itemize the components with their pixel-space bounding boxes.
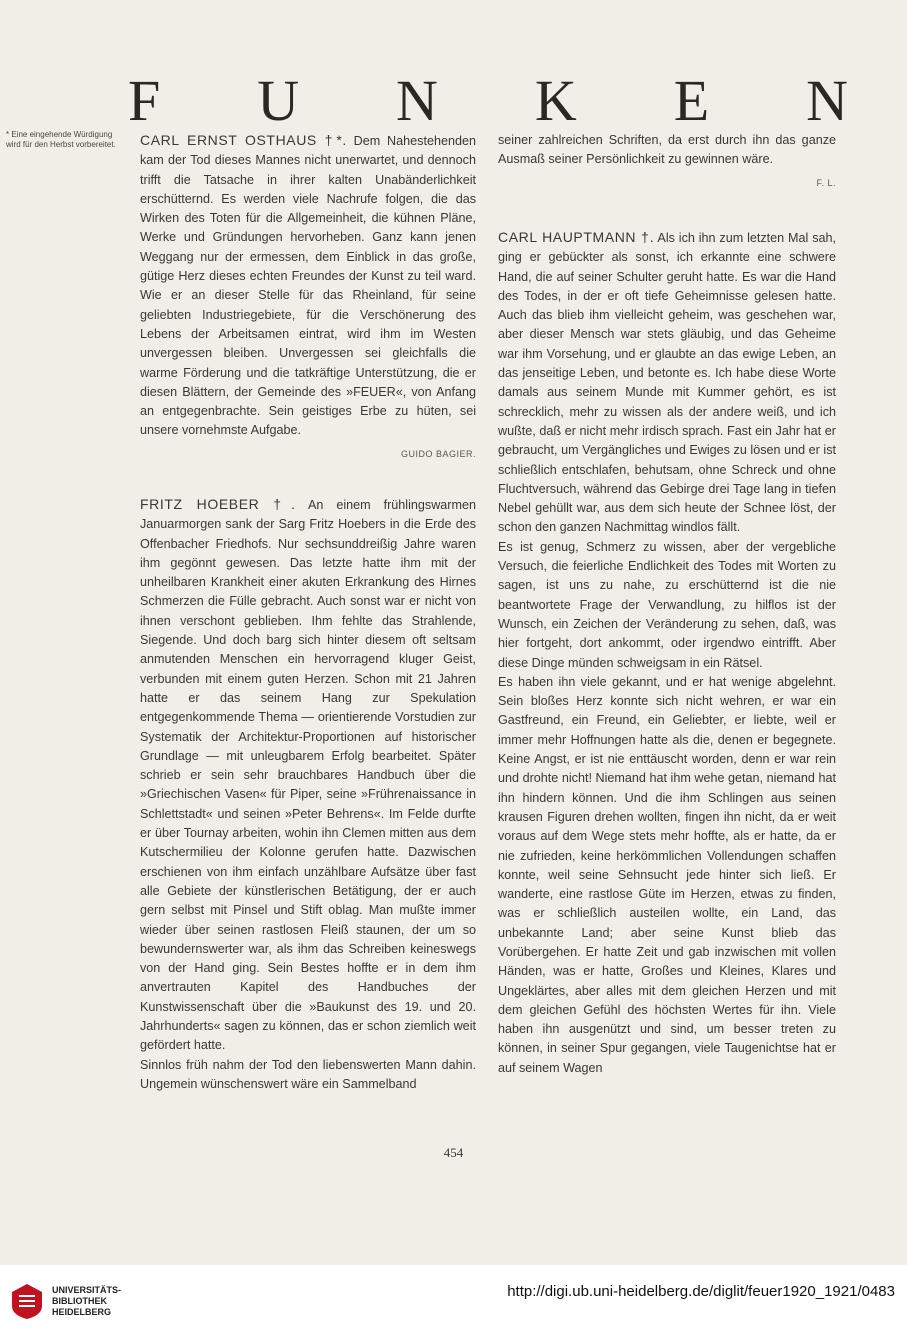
- article-text: seiner zahlreichen Schriften, da erst durch ihn das ganze Ausmaß seiner Persönlichkeit zu gewinnen wäre.: [498, 133, 836, 167]
- article-text: Es haben ihn viele gekannt, und er hat wenige abgelehnt. Sein bloßes Herz konnte sich nicht wehren, er war ein Gastfreund, ein Freund, ein Geliebter, er liebte, weil er immer mehr Hoffnungen hatte als die, denen er begegnete. Keine Angst, er ist nie enttäuscht worden, denn er war rein und drohte nicht! Niemand hat ihm wehe getan, niemand hat ihn hindern können. Und die ihm Schlingen aus seinen krausen Figuren drehen wollten, fingen ihn nicht, da er weit voraus auf dem Wege stets mehr hoffte, als er hatte, da er nie zufrieden, keine herkömmlichen Vollendungen schaffen konnte, weil seine Sehnsucht jede hinter sich ließ. Er wanderte, eine rastlose Güte im Herzen, etwas zu finden, was er schließlich austeilen wollte, ein Land, das unbekannte Land; aber seine Kunst blieb das Vorübergehen. Er hatte Zeit und gab inzwischen mit vollen Händen, was er hatte, Großes und Kleines, Klares und Ungeklärtes, aber alles mit dem gleichen Herzen und mit dem gleichen Gefühl des höchsten Wertes für ihn. Viele haben ihn ausgenützt und sind, um besser treten zu können, in seiner Spur gegangen, viele Taugenichtse hat er auf seinem Wagen: [498, 674, 836, 1075]
- article-body: [498, 228, 836, 538]
- article-text: Sinnlos früh nahm der Tod den liebenswerten Mann dahin. Ungemein wünschenswert wäre ein Sammelband: [140, 1057, 476, 1091]
- article-text: An einem frühlingswarmen Januarmorgen sank der Sarg Fritz Hoebers in die Erde des Offenbacher Friedhofs. Nur sechsunddreißig Jahre waren ihm gegönnt gewesen. Das letzte hatte ihm mit der unheilbaren Krankheit einer akuten Erkrankung des Hirnes Schmerzen die Fülle gebracht. Auch sonst war er nicht von ihnen verschont geblieben. Ihm fehlte das Strahlende, Siegende. Und doch barg sich hinter diesem oft seltsam anmutenden Menschen ein hervorragend kluger Geist, verbunden mit einem guten Herzen. Schon mit 21 Jahren hatte er das seinem Hang zur Spekulation entgegenkommende Thema — orientierende Vorstudien zur Systematik der Architektur-Proportionen auf historischer Grundlage — mit unleugbarem Erfolg bearbeitet. Später schrieb er sein sehr brauchbares Handbuch über die »Griechischen Vasen« für Piper, seine »Frührenaissance in Schlettstadt« und seinen »Peter Behrens«. Im Felde durfte er über Tournay arbeiten, wohin ihn Clemen mitten aus dem Kutschermilieu der Kolonne gerufen hatte. Dazwischen erschienen von ihm einfach unzählbare Aufsätze über fast alle Gebiete der künstlerischen Betätigung, der er auch gern selbst mit Pinsel und Stift oblag. Man mußte immer wieder über seinen rastlosen Fleiß staunen, der um so bewundernswerter war, als ihm das Schreiben keineswegs von der Hand ging. Sein Bestes hoffte er in dem ihm anvertrauten Kapitel des Handbuches der Kunstwissenschaft über die »Baukunst des 19. und 20. Jahrhunderts« sagen zu können, das er schon ziemlich weit gefördert hatte.: [140, 498, 476, 1053]
- source-url-link[interactable]: http://digi.ub.uni-heidelberg.de/diglit/feuer1920_1921/0483: [507, 1283, 895, 1300]
- university-library-logo-icon: [8, 1282, 46, 1320]
- article-hoeber-continued: [498, 131, 836, 193]
- article-text: Dem Nahestehenden kam der Tod dieses Mannes nicht unerwartet, und dennoch trifft die Tatsache in ihrer kalten Unabänderlichkeit erschütternd. Es werden viele Nachrufe folgen, die das Wirken des Toten für die Allgemeinheit, die kühnen Pläne, Werke und Gründungen hervorheben. Ganz kann jenen Weggang nur der ermessen, dem Einblick in das große, gütige Herz dieses echten Freundes der Kunst zu teil ward. Wie er an dieser Stelle für das Rheinland, für seine geliebten Industriegebiete, für die Verschönerung des Lebens der Arbeitsamen eintrat, wird ihm im Westen unvergessen bleiben. Unvergessen sei gleichfalls die warme Förderung und die tatkräftige Unterstützung, die er diesen Blättern, der Gemeinde des »FEUER«, von Anfang an entgegenbrachte. Sein geistiges Erbe zu hüten, sei unsere vornehmste Aufgabe.: [140, 134, 476, 438]
- heading-letter: K: [534, 68, 577, 133]
- article-text: Als ich ihn zum letzten Mal sah, ging er gebückter als sonst, ich erkannte eine schwere Hand, die auf seiner Schulter geruht hatte. Es war die Hand des Todes, in der er oft tiefe Geheimnisse gelesen hatte. Auch das blieb ihm vielleicht geheim, was geschehen war, aber dieser Mensch war stets gläubig, und das Geheime war ihm Vorsehung, und er glaubte an das ewige Leben, an das jenseitige Leben, und betonte es. Ich habe diese Worte damals aus seinem Munde mit Kummer gehört, es ist schrecklich, mehr zu wissen als der andere weiß, und ich wußte, daß er nicht mehr irdisch sprach. Fast ein Jahr hat er gebraucht, um Vergängliches und Ewiges zu lösen und er ist schließlich entschlafen, behutsam, ohne Schreck und ohne Fluchtversuch, während das Gebirge drei Tage lang in tiefen Nebel gehüllt war, aus dem sich heute der Schnee löst, der schon den ganzen Nachmittag windlos fällt.: [498, 231, 836, 535]
- article-lead: CARL HAUPTMANN †.: [498, 229, 655, 245]
- heading-letter: N: [806, 68, 848, 133]
- page-heading: [128, 70, 848, 132]
- article-signature: F. L.: [816, 177, 836, 188]
- article-text: Es ist genug, Schmerz zu wissen, aber der vergebliche Versuch, die feierliche Endlichkeit des Todes mit Worten zu sagen, ist uns zu nahe, zu erschütternd ist die nie beantwortete Frage der Verwandlung, zu hilflos ist der Wunsch, ein Zeichen der Veränderung zu sehen, daß, was hier fortgeht, dort ankommt, oder irgendwo eintrifft. Aber diese Dinge münden schweigsam in ein Rätsel.: [498, 539, 836, 670]
- footer-bar: [0, 1265, 907, 1337]
- article-hauptmann: [498, 228, 836, 1078]
- article-lead: CARL ERNST OSTHAUS †*.: [140, 132, 347, 148]
- library-name: UNIVERSITÄTS- BIBLIOTHEK HEIDELBERG: [52, 1285, 122, 1317]
- article-body: [140, 131, 476, 441]
- heading-letter: N: [396, 68, 438, 133]
- article-lead: FRITZ HOEBER †.: [140, 496, 296, 512]
- heading-letter: F: [128, 68, 161, 133]
- heading-letter: E: [673, 68, 710, 133]
- article-hoeber: [140, 495, 476, 1094]
- page-number: 454: [443, 1145, 464, 1160]
- article-osthaus: [140, 131, 476, 464]
- footnote: * Eine eingehende Würdigung wird für den Herbst vorbereitet.: [6, 130, 116, 149]
- article-body: [140, 495, 476, 1056]
- article-signature: GUIDO BAGIER.: [400, 448, 476, 459]
- heading-letter: U: [257, 68, 300, 133]
